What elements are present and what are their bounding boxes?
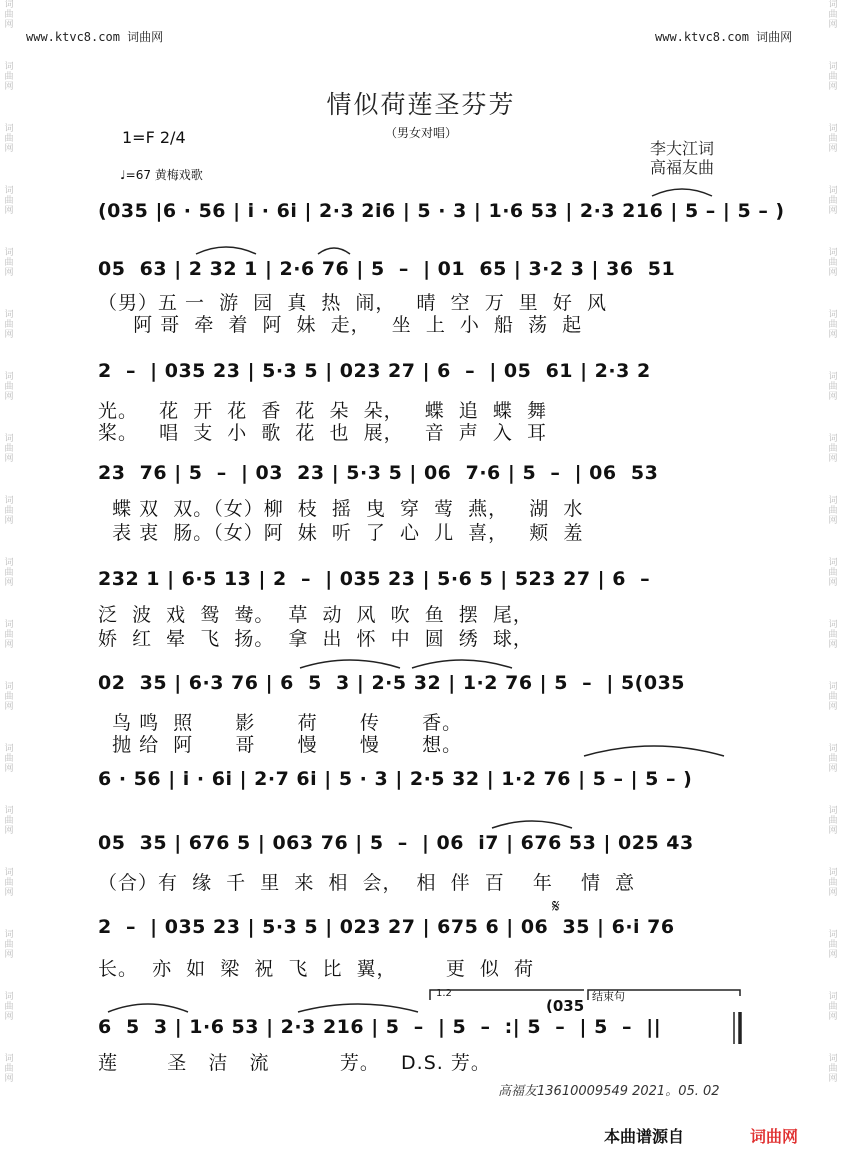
watermark-glyph: 词 [828, 372, 838, 382]
watermark-glyph: 曲 [4, 10, 14, 20]
watermark-glyph: 曲 [4, 692, 14, 702]
watermark-glyph: 曲 [828, 506, 838, 516]
watermark-glyph: 网 [4, 20, 14, 30]
score-row-3-lyric-2: 桨。 唱 支 小 歌 花 也 展， 音 声 入 耳 [98, 422, 547, 444]
watermark-glyph: 曲 [828, 10, 838, 20]
watermark-glyph: 曲 [828, 320, 838, 330]
composer-credit: 高福友曲 [650, 158, 715, 177]
pickup-notes: (035 [546, 997, 585, 1015]
watermark-glyph: 网 [828, 144, 838, 154]
watermark-glyph: 词 [4, 434, 14, 444]
watermark-glyph: 网 [828, 330, 838, 340]
score-row-10-notes: 6 5 3 | 1·6 53 | 2·3 216 | 5 – | 5 – :| 5 – | 5 – || [98, 1016, 662, 1038]
score-row-7-notes: 6 · 56 | i · 6i | 2·7 6i | 5 · 3 | 2·5 32 | 1·2 76 | 5 – | 5 – ) [98, 768, 693, 790]
watermark-glyph: 词 [828, 682, 838, 692]
watermark-glyph: 曲 [4, 1002, 14, 1012]
score-row-2-notes: 05 63 | 2 32 1 | 2·6 76 | 5 – | 01 65 | 3·2 3 | 36 51 [98, 258, 676, 280]
watermark-glyph: 词 [4, 248, 14, 258]
score-row-2-lyric-2: 阿 哥 牵 着 阿 妹 走， 坐 上 小 船 荡 起 [98, 314, 583, 336]
watermark-glyph: 网 [4, 82, 14, 92]
score-row-5-lyric-2: 娇 红 晕 飞 扬。 拿 出 怀 中 圆 绣 球， [98, 628, 533, 650]
score-row-6-lyric-2: 抛 给 阿 哥 慢 慢 想。 [98, 734, 463, 756]
watermark-glyph: 网 [4, 206, 14, 216]
volta-bracket [430, 990, 584, 1000]
watermark-glyph: 网 [828, 392, 838, 402]
watermark-glyph: 曲 [4, 320, 14, 330]
watermark-glyph: 曲 [4, 444, 14, 454]
watermark-glyph: 词 [828, 558, 838, 568]
ending-label: 结束句 [592, 990, 625, 1003]
watermark-glyph: 网 [4, 578, 14, 588]
watermark-glyph: 词 [828, 1054, 838, 1064]
watermark-glyph: 词 [828, 186, 838, 196]
segno-sign: 𝄋 [552, 896, 560, 917]
tie-arc [412, 660, 512, 668]
watermark-glyph: 词 [4, 868, 14, 878]
watermark-glyph: 曲 [4, 940, 14, 950]
watermark-glyph: 词 [4, 930, 14, 940]
footer-site-logo: 词曲网 [750, 1127, 799, 1146]
watermark-glyph: 曲 [828, 382, 838, 392]
watermark-glyph: 曲 [828, 940, 838, 950]
watermark-glyph: 曲 [828, 1064, 838, 1074]
ending-bracket [588, 990, 740, 1000]
watermark-glyph: 词 [828, 124, 838, 134]
watermark-glyph: 词 [4, 744, 14, 754]
song-subtitle: （男女对唱） [384, 126, 457, 140]
watermark-glyph: 词 [4, 558, 14, 568]
watermark-glyph: 词 [4, 992, 14, 1002]
watermark-glyph: 曲 [4, 382, 14, 392]
watermark-glyph: 词 [828, 930, 838, 940]
tie-arc [108, 1004, 188, 1012]
watermark-glyph: 网 [828, 764, 838, 774]
watermark-glyph: 曲 [828, 816, 838, 826]
watermark-glyph: 曲 [828, 630, 838, 640]
watermark-glyph: 网 [828, 516, 838, 526]
watermark-glyph: 词 [4, 682, 14, 692]
watermark-glyph: 曲 [4, 630, 14, 640]
volta-label: 1.2 [436, 988, 452, 999]
score-row-10-lyric-1: 莲 圣 洁 流 芳。 D.S. 芳。 [98, 1052, 491, 1074]
watermark-glyph: 曲 [828, 1002, 838, 1012]
watermark-glyph: 网 [828, 1012, 838, 1022]
key-signature: 1=F 2/4 [122, 128, 186, 147]
score-row-8-notes: 05 35 | 676 5 | 063 76 | 5 – | 06 i7 | 676 53 | 025 43 [98, 832, 694, 854]
watermark-glyph: 网 [4, 950, 14, 960]
watermark-glyph: 曲 [4, 72, 14, 82]
watermark-glyph: 曲 [4, 1064, 14, 1074]
tie-arc [318, 248, 350, 254]
watermark-glyph: 曲 [4, 196, 14, 206]
watermark-glyph: 网 [4, 702, 14, 712]
score-row-9-notes: 2 – | 035 23 | 5·3 5 | 023 27 | 675 6 | 06 35 | 6·i 76 [98, 916, 675, 938]
watermark-glyph: 词 [828, 620, 838, 630]
score-row-9-lyric-1: 长。 亦 如 梁 祝 飞 比 翼， 更 似 荷 [98, 958, 534, 980]
arranger-signature: 高福友13610009549 2021。05. 02 [498, 1084, 720, 1099]
watermark-glyph: 网 [4, 392, 14, 402]
watermark-glyph: 网 [828, 20, 838, 30]
watermark-glyph: 曲 [4, 754, 14, 764]
score-row-5-lyric-1: 泛 波 戏 鸳 鸯。 草 动 风 吹 鱼 摆 尾， [98, 604, 533, 626]
watermark-glyph: 曲 [4, 816, 14, 826]
watermark-glyph: 网 [828, 826, 838, 836]
watermark-glyph: 网 [4, 1074, 14, 1084]
watermark-glyph: 网 [4, 330, 14, 340]
watermark-glyph: 网 [4, 454, 14, 464]
tie-arc [652, 189, 712, 196]
watermark-glyph: 词 [828, 496, 838, 506]
watermark-glyph: 网 [828, 1074, 838, 1084]
watermark-glyph: 曲 [828, 568, 838, 578]
watermark-glyph: 网 [4, 1012, 14, 1022]
watermark-glyph: 网 [828, 950, 838, 960]
score-row-1-notes: (035 |6 · 56 | i · 6i | 2·3 2i6 | 5 · 3 | 1·6 53 | 2·3 216 | 5 – | 5 – ) [98, 200, 785, 222]
watermark-glyph: 网 [4, 888, 14, 898]
watermark-glyph: 网 [4, 640, 14, 650]
watermark-glyph: 词 [4, 1054, 14, 1064]
score-row-2-lyric-1: （男）五 一 游 园 真 热 闹， 晴 空 万 里 好 风 [98, 292, 607, 314]
watermark-glyph: 网 [828, 206, 838, 216]
score-row-3-lyric-1: 光。 花 开 花 香 花 朵 朵， 蝶 追 蝶 舞 [98, 400, 547, 422]
lyricist-credit: 李大江词 [650, 139, 715, 158]
tie-arc [492, 821, 572, 828]
watermark-glyph: 曲 [828, 878, 838, 888]
tie-arc [584, 746, 724, 756]
watermark-glyph: 词 [828, 248, 838, 258]
watermark-glyph: 网 [828, 578, 838, 588]
watermark-glyph: 网 [828, 268, 838, 278]
watermark-glyph: 网 [828, 640, 838, 650]
header-right-url: www.ktvc8.com 词曲网 [655, 30, 793, 44]
watermark-glyph: 曲 [828, 72, 838, 82]
footer-source-text: 本曲谱源自 [604, 1127, 685, 1146]
watermark-glyph: 曲 [4, 258, 14, 268]
watermark-glyph: 词 [4, 806, 14, 816]
watermark-glyph: 网 [828, 82, 838, 92]
watermark-glyph: 网 [828, 454, 838, 464]
score-row-6-notes: 02 35 | 6·3 76 | 6 5 3 | 2·5 32 | 1·2 76 | 5 – | 5(035 [98, 672, 686, 694]
watermark-glyph: 词 [828, 0, 838, 10]
watermark-glyph: 网 [4, 826, 14, 836]
tie-arc [298, 1004, 418, 1012]
watermark-glyph: 网 [4, 764, 14, 774]
watermark-glyph: 词 [828, 310, 838, 320]
watermark-glyph: 曲 [828, 692, 838, 702]
watermark-glyph: 词 [4, 186, 14, 196]
watermark-glyph: 网 [828, 888, 838, 898]
watermark-glyph: 网 [4, 144, 14, 154]
watermark-glyph: 词 [4, 372, 14, 382]
tie-arc [300, 660, 400, 668]
watermark-glyph: 词 [4, 620, 14, 630]
watermark-glyph: 曲 [4, 568, 14, 578]
watermark-glyph: 曲 [828, 134, 838, 144]
watermark-glyph: 词 [4, 124, 14, 134]
score-row-4-notes: 23 76 | 5 – | 03 23 | 5·3 5 | 06 7·6 | 5 – | 06 53 [98, 462, 659, 484]
watermark-glyph: 词 [828, 744, 838, 754]
watermark-glyph: 网 [4, 516, 14, 526]
watermark-glyph: 词 [828, 62, 838, 72]
tempo-marking: ♩=67 黄梅戏歌 [120, 168, 203, 182]
watermark-glyph: 词 [4, 0, 14, 10]
watermark-glyph: 词 [4, 310, 14, 320]
score-row-8-lyric-1: （合）有 缘 千 里 来 相 会， 相 伴 百 年 情 意 [98, 872, 636, 894]
header-left-url: www.ktvc8.com 词曲网 [26, 30, 164, 44]
score-row-4-lyric-1: 蝶 双 双。（女）柳 枝 摇 曳 穿 莺 燕， 湖 水 [98, 498, 584, 520]
watermark-glyph: 曲 [828, 754, 838, 764]
watermark-glyph: 曲 [828, 258, 838, 268]
watermark-glyph: 曲 [4, 134, 14, 144]
watermark-glyph: 曲 [828, 196, 838, 206]
watermark-glyph: 词 [828, 806, 838, 816]
watermark-glyph: 曲 [4, 506, 14, 516]
watermark-glyph: 网 [828, 702, 838, 712]
watermark-glyph: 词 [828, 434, 838, 444]
watermark-glyph: 网 [4, 268, 14, 278]
watermark-glyph: 词 [4, 62, 14, 72]
watermark-glyph: 词 [828, 868, 838, 878]
score-row-5-notes: 232 1 | 6·5 13 | 2 – | 035 23 | 5·6 5 | 523 27 | 6 – [98, 568, 651, 590]
score-row-4-lyric-2: 表 衷 肠。（女）阿 妹 听 了 心 儿 喜， 颊 羞 [98, 522, 584, 544]
score-row-3-notes: 2 – | 035 23 | 5·3 5 | 023 27 | 6 – | 05 61 | 2·3 2 [98, 360, 651, 382]
watermark-glyph: 曲 [828, 444, 838, 454]
tie-arc [196, 247, 256, 254]
watermark-glyph: 词 [4, 496, 14, 506]
watermark-glyph: 曲 [4, 878, 14, 888]
song-title: 情似荷莲圣芬芳 [326, 90, 516, 119]
watermark-glyph: 词 [828, 992, 838, 1002]
score-row-6-lyric-1: 鸟 鸣 照 影 荷 传 香。 [98, 712, 463, 734]
